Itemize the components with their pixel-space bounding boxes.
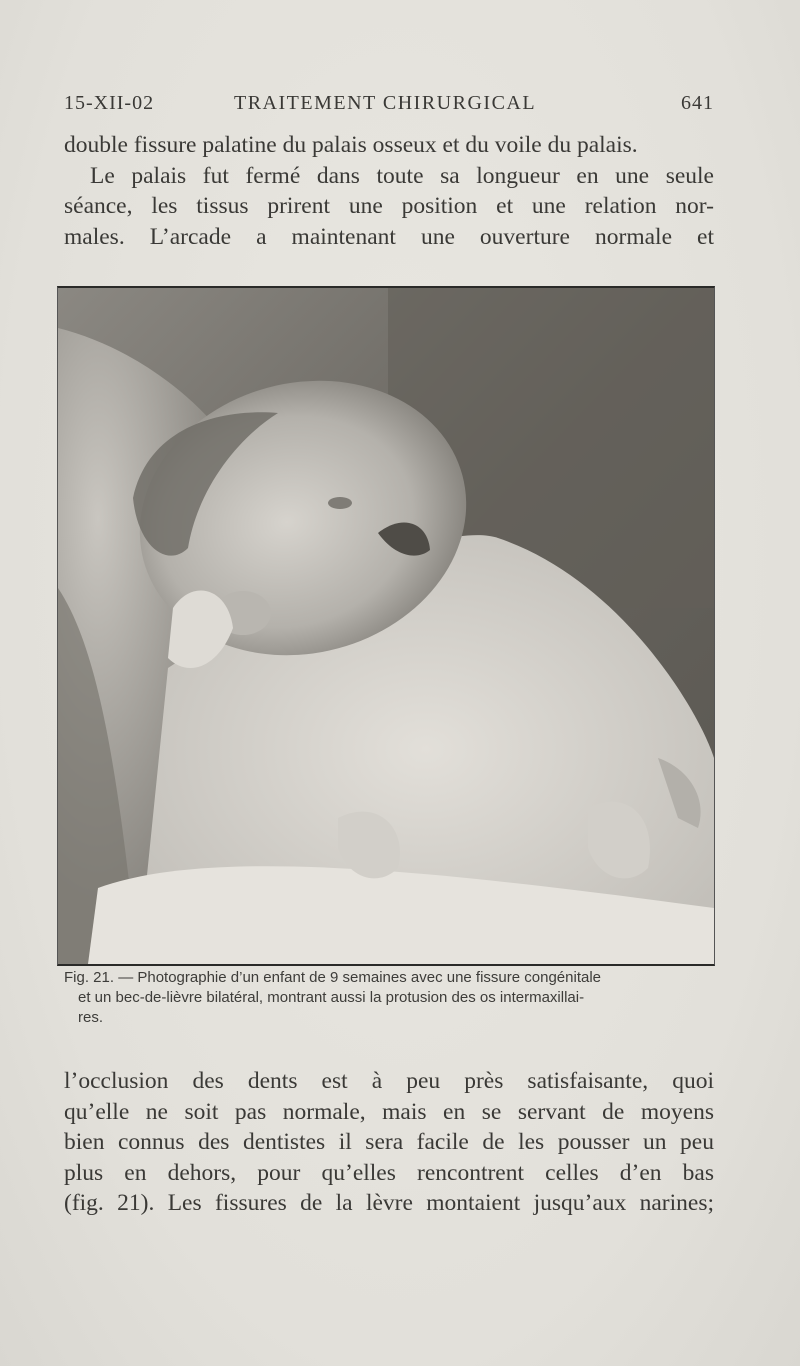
text-line: Le palais fut fermé dans toute sa longueur en une seule	[90, 162, 714, 189]
text-line: males. L’arcade a maintenant une ouverture normale et	[64, 223, 714, 250]
header-date: 15-XII-02	[64, 92, 155, 114]
text-line: l’occlusion des dents est à peu près satisfaisante, quoi	[64, 1068, 714, 1094]
header-title: TRAITEMENT CHIRURGICAL	[234, 92, 537, 114]
caption-line: res.	[78, 1009, 104, 1026]
text-line: qu’elle ne soit pas normale, mais en se servant de moyens	[64, 1098, 714, 1125]
text-line: double fissure palatine du palais osseux et du voile du palais.	[64, 132, 638, 158]
text-line: bien connus des dentistes il sera facile de les pousser un peu	[64, 1129, 714, 1155]
text-line: (fig. 21). Les fissures de la lèvre montaient jusqu’aux narines;	[64, 1190, 714, 1216]
running-header	[64, 92, 714, 122]
page-number: 641	[681, 92, 714, 114]
text-line: séance, les tissus prirent une position et une relation nor-	[64, 193, 714, 219]
caption-line: Fig. 21. — Photographie d’un enfant de 9 semaines avec une fissure congénitale	[64, 969, 602, 986]
bottom-paragraph	[64, 1066, 714, 1219]
text-line: plus en dehors, pour qu’elles rencontrent celles d’en bas	[64, 1159, 714, 1186]
figure-caption	[64, 968, 712, 1028]
caption-line: et un bec-de-lièvre bilatéral, montrant aussi la protusion des os intermaxillai-	[78, 989, 585, 1006]
figure-photograph	[57, 286, 715, 966]
infant-photo	[58, 288, 714, 964]
top-paragraph	[64, 130, 714, 252]
